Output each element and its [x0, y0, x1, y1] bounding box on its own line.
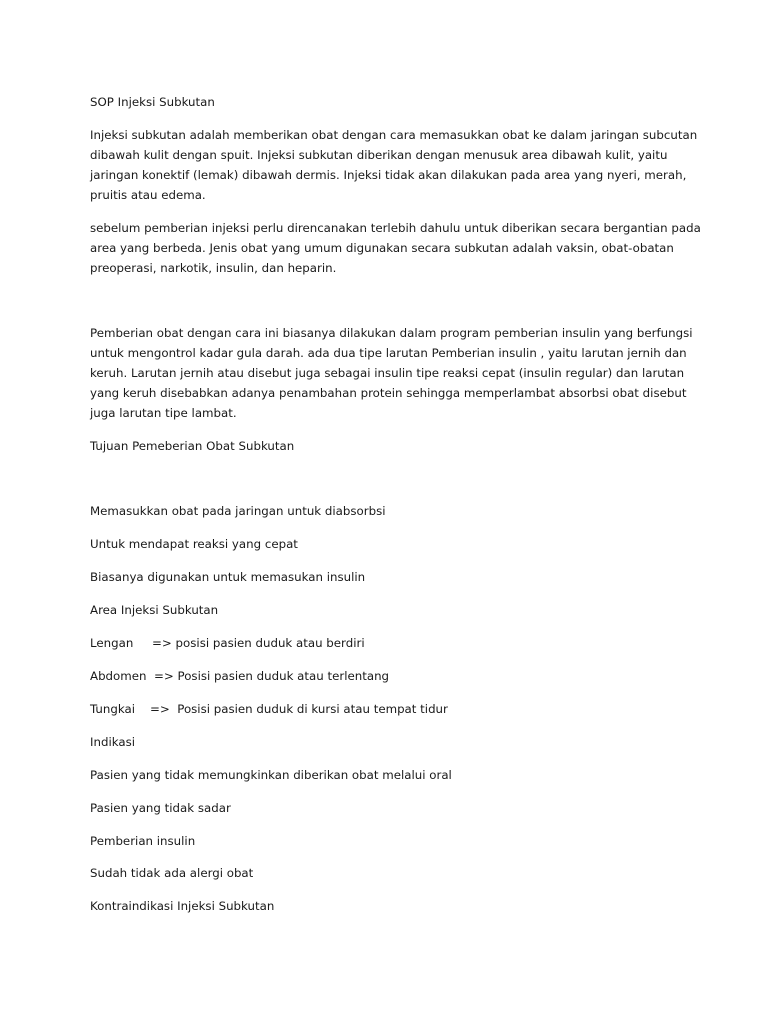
list-item-area: Tungkai => Posisi pasien duduk di kursi atau tempat tidur: [90, 702, 448, 716]
paragraph-line: preoperasi, narkotik, insulin, dan heparin.: [90, 261, 337, 275]
paragraph-line: Pemberian obat dengan cara ini biasanya dilakukan dalam program pemberian insulin yang berfungsi: [90, 326, 693, 340]
paragraph-line: juga larutan tipe lambat.: [90, 406, 237, 420]
paragraph-insulin: [90, 323, 693, 423]
list-item-indikasi: Pasien yang tidak sadar: [90, 801, 231, 815]
paragraph-planning: [90, 218, 701, 278]
list-item-indikasi: Sudah tidak ada alergi obat: [90, 866, 254, 880]
paragraph-line: untuk mengontrol kadar gula darah. ada dua tipe larutan Pemberian insulin , yaitu larutan jernih dan: [90, 346, 687, 360]
list-item-tujuan: Biasanya digunakan untuk memasukan insulin: [90, 570, 366, 584]
list-item-indikasi: Pasien yang tidak memungkinkan diberikan obat melalui oral: [90, 768, 452, 782]
paragraph-line: jaringan konektif (lemak) dibawah dermis. Injeksi tidak akan dilakukan pada area yang nyeri, merah,: [90, 168, 687, 182]
heading-indikasi: Indikasi: [90, 735, 135, 749]
paragraph-line: pruitis atau edema.: [90, 188, 206, 202]
list-item-area: Abdomen => Posisi pasien duduk atau terlentang: [90, 669, 390, 683]
list-item-area: Lengan => posisi pasien duduk atau berdiri: [90, 636, 365, 650]
list-item-tujuan: Untuk mendapat reaksi yang cepat: [90, 537, 298, 551]
heading-kontraindikasi: Kontraindikasi Injeksi Subkutan: [90, 899, 275, 913]
list-item-indikasi: Pemberian insulin: [90, 834, 196, 848]
paragraph-definition: [90, 125, 698, 205]
paragraph-line: yang keruh disebabkan adanya penambahan protein sehingga memperlambat absorbsi obat disebut: [90, 386, 687, 400]
heading-area: Area Injeksi Subkutan: [90, 603, 219, 617]
heading-tujuan: Tujuan Pemeberian Obat Subkutan: [90, 439, 295, 453]
paragraph-line: dibawah kulit dengan spuit. Injeksi subkutan diberikan dengan menusuk area dibawah kulit, yaitu: [90, 148, 668, 162]
list-item-tujuan: Memasukkan obat pada jaringan untuk diabsorbsi: [90, 504, 386, 518]
paragraph-line: Injeksi subkutan adalah memberikan obat dengan cara memasukkan obat ke dalam jaringan subcutan: [90, 128, 698, 142]
paragraph-line: keruh. Larutan jernih atau disebut juga sebagai insulin tipe reaksi cepat (insulin regular) dan larutan: [90, 366, 685, 380]
paragraph-line: area yang berbeda. Jenis obat yang umum digunakan secara subkutan adalah vaksin, obat-obatan: [90, 241, 674, 255]
paragraph-line: sebelum pemberian injeksi perlu direncanakan terlebih dahulu untuk diberikan secara bergantian pada: [90, 221, 701, 235]
document-title: SOP Injeksi Subkutan: [90, 95, 215, 109]
